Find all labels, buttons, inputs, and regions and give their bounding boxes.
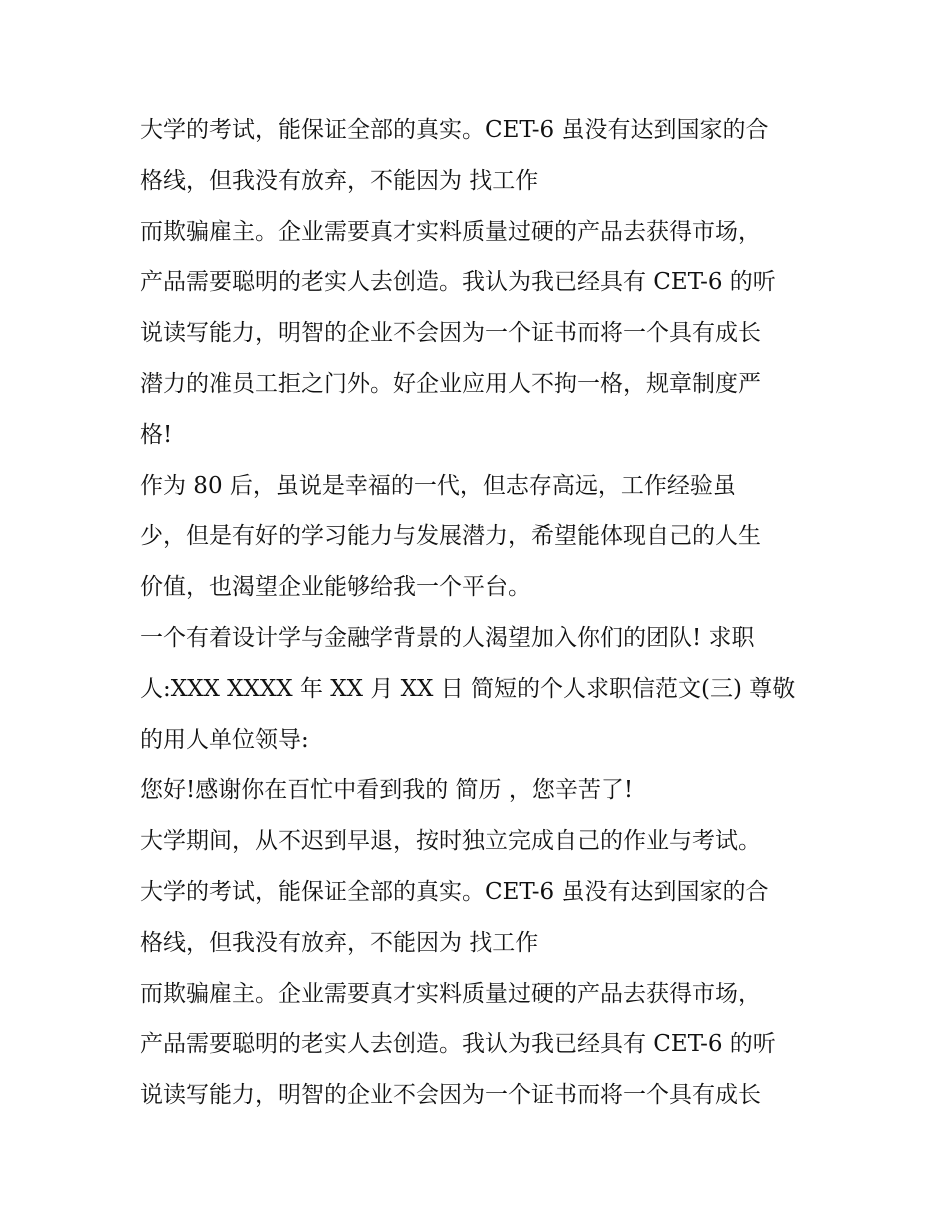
text-line: 您好!感谢你在百忙中看到我的 简历 ，您辛苦了! [140, 777, 634, 804]
text-line: 的用人单位领导: [140, 726, 309, 753]
text-line: 格线，但我没有放弃，不能因为 找工作 [140, 167, 539, 194]
text-line: 少，但是有好的学习能力与发展潜力，希望能体现自己的人生 [140, 523, 761, 550]
text-line: 大学的考试，能保证全部的真实。CET-6 虽没有达到国家的合 [140, 878, 769, 905]
text-line: 而欺骗雇主。企业需要真才实料质量过硬的产品去获得市场， [140, 218, 761, 245]
text-line: 而欺骗雇主。企业需要真才实料质量过硬的产品去获得市场， [140, 980, 761, 1007]
text-line: 产品需要聪明的老实人去创造。我认为我已经具有 CET-6 的听 [140, 269, 776, 296]
text-line: 作为 80 后，虽说是幸福的一代，但志存高远，工作经验虽 [140, 472, 736, 499]
text-line: 价值，也渴望企业能够给我一个平台。 [140, 574, 531, 601]
text-line: 格线，但我没有放弃，不能因为 找工作 [140, 929, 539, 956]
text-line: 一个有着设计学与金融学背景的人渴望加入你们的团队! 求职 [140, 624, 755, 651]
text-line: 大学期间，从不迟到早退，按时独立完成自己的作业与考试。 [140, 828, 761, 855]
text-line: 潜力的准员工拒之门外。好企业应用人不拘一格，规章制度严 [140, 370, 761, 397]
text-line: 人:XXX XXXX 年 XX 月 XX 日 简短的个人求职信范文(三) 尊敬 [140, 675, 796, 702]
text-line: 格! [140, 421, 173, 448]
text-line: 产品需要聪明的老实人去创造。我认为我已经具有 CET-6 的听 [140, 1031, 776, 1058]
text-line: 大学的考试，能保证全部的真实。CET-6 虽没有达到国家的合 [140, 117, 769, 143]
text-line: 说读写能力，明智的企业不会因为一个证书而将一个具有成长 [140, 1082, 761, 1109]
text-line: 说读写能力，明智的企业不会因为一个证书而将一个具有成长 [140, 320, 761, 347]
document-body [140, 105, 840, 1121]
